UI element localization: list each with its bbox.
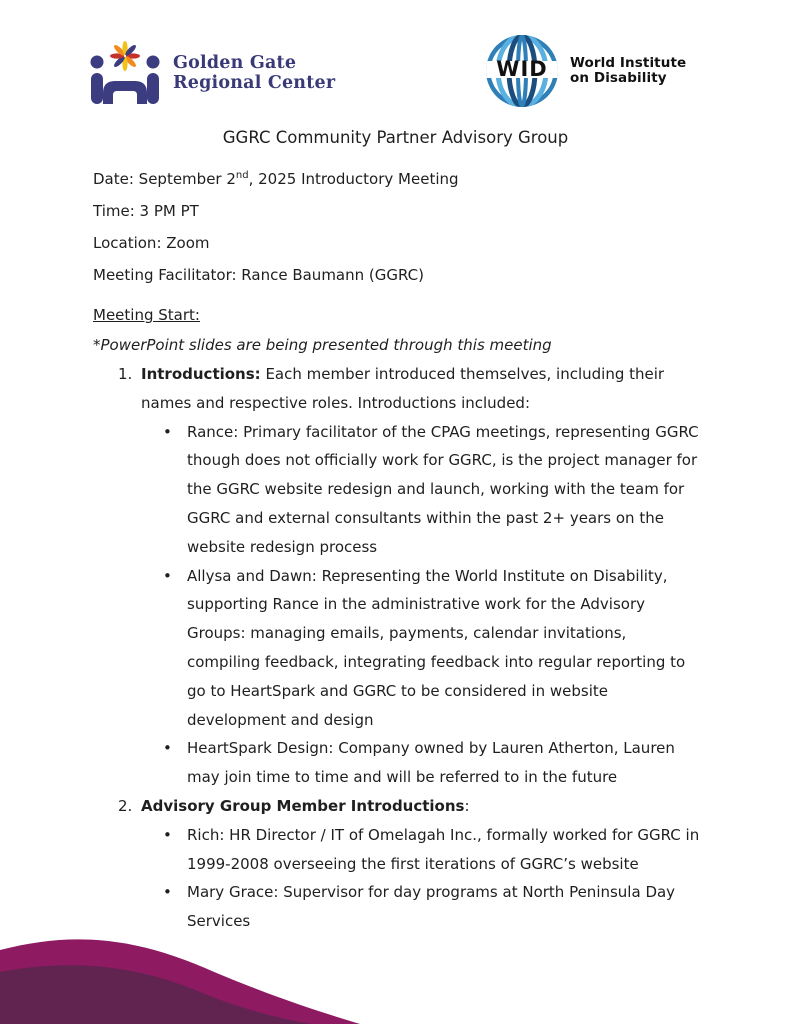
wid-logo [483,30,686,112]
wid-acronym: WID [496,57,548,81]
powerpoint-note: *PowerPoint slides are being presented through this meeting [93,336,552,354]
agenda-list [93,360,711,936]
ggrc-logo-line2: Regional Center [173,73,336,93]
agenda-item-2-number: 2. [118,796,133,815]
ggrc-people-swirl-icon [88,40,162,106]
ggrc-logo-text [173,53,335,93]
meeting-meta [93,160,791,291]
agenda-item-1-text: Introductions: Each member introduced themselves, including their names and respective roles. Introductions included: [141,365,665,412]
bullet-allysa-dawn: • Allysa and Dawn: Representing the World Institute on Disability, supporting Rance in the administrative work for the Advisory Groups: managing emails, payments, calendar invitations, compiling feedback, integrating feedback into regular reporting to go to HeartSpark and GGRC to be considered in website development and design [93,562,711,735]
bullet-marker: • [163,566,172,585]
wid-globe-icon [483,30,561,112]
date-ordinal: nd [235,170,249,181]
bullet-marker: • [163,825,172,844]
bullet-marker: • [163,883,172,902]
agenda-item-1 [93,360,711,418]
header [0,36,791,114]
page-title: GGRC Community Partner Advisory Group [222,128,569,147]
bullet-marker: • [163,422,172,441]
agenda-item-2 [93,792,711,821]
footer-curve-decoration [0,912,791,1024]
bullet-rance: • Rance: Primary facilitator of the CPAG meetings, representing GGRC though does not officially work for GGRC, is the project manager for the GGRC website redesign and launch, working with the team for GGRC and external consultants within the past 2+ years on the website redesign process [93,418,711,562]
meta-facilitator: Meeting Facilitator: Rance Baumann (GGRC) [93,266,425,284]
meta-date: Date: September 2nd, 2025 Introductory Meeting [93,170,459,188]
ggrc-logo-line1: Golden Gate [173,53,297,73]
meeting-start-heading: Meeting Start: [93,306,200,324]
meta-time: Time: 3 PM PT [93,202,199,220]
bullet-heartspark: • HeartSpark Design: Company owned by Lauren Atherton, Lauren may join time to time and will be referred to in the future [93,734,711,792]
bullet-mary-grace: • Mary Grace: Supervisor for day programs at North Peninsula Day Services [93,878,711,936]
wid-logo-line1: World Institute [570,54,687,71]
bullet-marker: • [163,739,172,758]
agenda-item-2-text: Advisory Group Member Introductions: [141,796,470,815]
meta-location: Location: Zoom [93,234,210,252]
bullet-rich: • Rich: HR Director / IT of Omelagah Inc., formally worked for GGRC in 1999-2008 overseeing the first iterations of GGRC’s website [93,821,711,879]
agenda-item-1-number: 1. [118,365,133,383]
ggrc-logo [88,40,335,106]
wid-logo-line2: on Disability [570,70,667,86]
wid-logo-text [570,56,686,87]
